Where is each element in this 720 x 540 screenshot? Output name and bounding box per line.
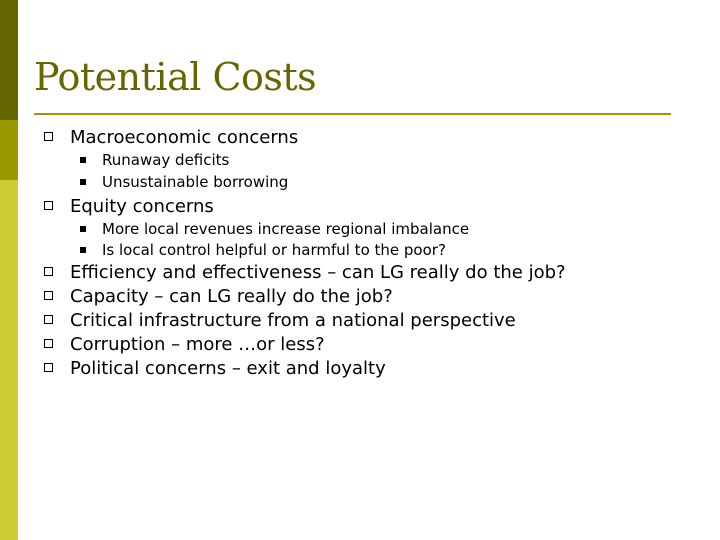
filled-square-bullet-icon (80, 247, 86, 253)
hollow-square-bullet-icon (44, 315, 53, 324)
hollow-square-bullet-icon (44, 267, 53, 276)
filled-square-bullet-icon (80, 226, 86, 232)
sub-bullet-text: More local revenues increase regional imbalance (102, 220, 470, 238)
bullet-item (44, 334, 325, 356)
slide-title: Potential Costs (34, 55, 317, 99)
sub-bullet-text: Runaway deficits (102, 151, 230, 169)
bullet-item (44, 286, 393, 308)
hollow-square-bullet-icon (44, 339, 53, 348)
sub-bullet-item (80, 173, 288, 191)
bullet-item (44, 358, 386, 380)
hollow-square-bullet-icon (44, 363, 53, 372)
filled-square-bullet-icon (80, 157, 86, 163)
bullet-text: Political concerns – exit and loyalty (70, 358, 386, 379)
bullet-text: Efficiency and effectiveness – can LG really do the job? (70, 262, 566, 283)
bullet-item (44, 196, 214, 218)
sub-bullet-item (80, 220, 469, 238)
bullet-text: Corruption – more …or less? (70, 334, 325, 355)
bullet-text: Capacity – can LG really do the job? (70, 286, 393, 307)
bullet-item (44, 262, 566, 284)
sub-bullet-text: Unsustainable borrowing (102, 173, 289, 191)
bullet-text: Equity concerns (70, 196, 214, 217)
bullet-text: Critical infrastructure from a national perspective (70, 310, 516, 331)
sub-bullet-text: Is local control helpful or harmful to the poor? (102, 241, 446, 259)
hollow-square-bullet-icon (44, 132, 53, 141)
hollow-square-bullet-icon (44, 291, 53, 300)
bullet-text: Macroeconomic concerns (70, 127, 299, 148)
bullet-item (44, 127, 298, 149)
sub-bullet-item (80, 241, 446, 259)
filled-square-bullet-icon (80, 179, 86, 185)
sub-bullet-item (80, 151, 229, 169)
bullet-item (44, 310, 516, 332)
hollow-square-bullet-icon (44, 201, 53, 210)
